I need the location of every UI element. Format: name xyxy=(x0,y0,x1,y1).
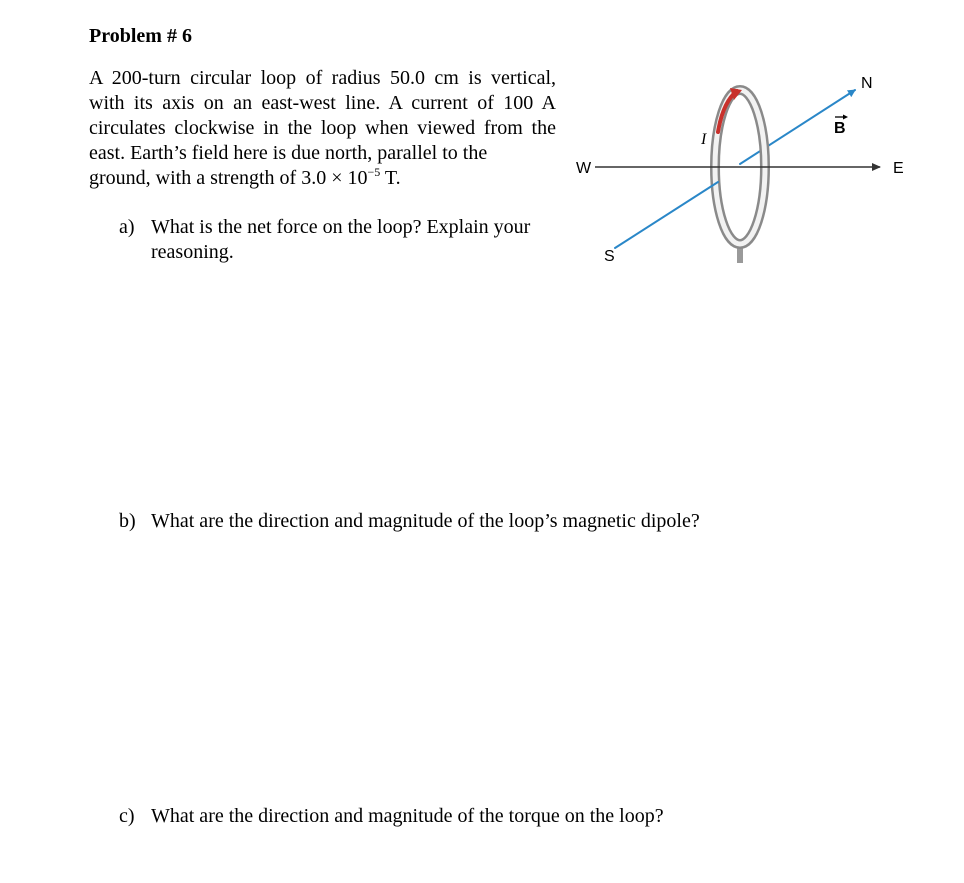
problem-title: Problem # 6 xyxy=(89,25,192,47)
question-c xyxy=(119,804,759,834)
label-west: W xyxy=(576,160,592,177)
north-south-axis-front xyxy=(615,182,718,248)
question-a xyxy=(119,215,559,270)
question-a-line2: reasoning. xyxy=(151,241,234,263)
problem-statement-main: A 200-turn circular loop of radius 50.0 cm is vertical, with its axis on an east-west line. A current of 100 A circulates clockwise in the loop when viewed from the east. Earth’s field here is due north, parallel to the xyxy=(89,67,556,164)
problem-statement xyxy=(89,66,556,191)
label-current: I xyxy=(701,131,707,148)
question-a-line1: What is the net force on the loop? Explain your xyxy=(151,216,531,238)
loop-diagram xyxy=(560,60,930,270)
vector-arrow-head-icon xyxy=(843,115,848,120)
question-c-text: What are the direction and magnitude of the torque on the loop? xyxy=(151,805,664,827)
question-b-text: What are the direction and magnitude of the loop’s magnetic dipole? xyxy=(151,510,700,532)
field-strength-text: ground, with a strength of 3.0 × 10 xyxy=(89,167,368,189)
question-a-text xyxy=(151,215,530,265)
field-strength-exponent: −5 xyxy=(367,165,381,179)
label-north: N xyxy=(861,75,873,92)
question-a-label: a) xyxy=(119,216,135,238)
label-field-b: B xyxy=(834,120,846,137)
label-east: E xyxy=(893,160,904,177)
label-south: S xyxy=(604,248,615,265)
question-c-label: c) xyxy=(119,805,135,827)
question-b xyxy=(119,509,759,539)
field-strength-unit: T. xyxy=(380,167,401,189)
question-b-label: b) xyxy=(119,510,136,532)
problem-statement-last-line xyxy=(89,166,556,191)
